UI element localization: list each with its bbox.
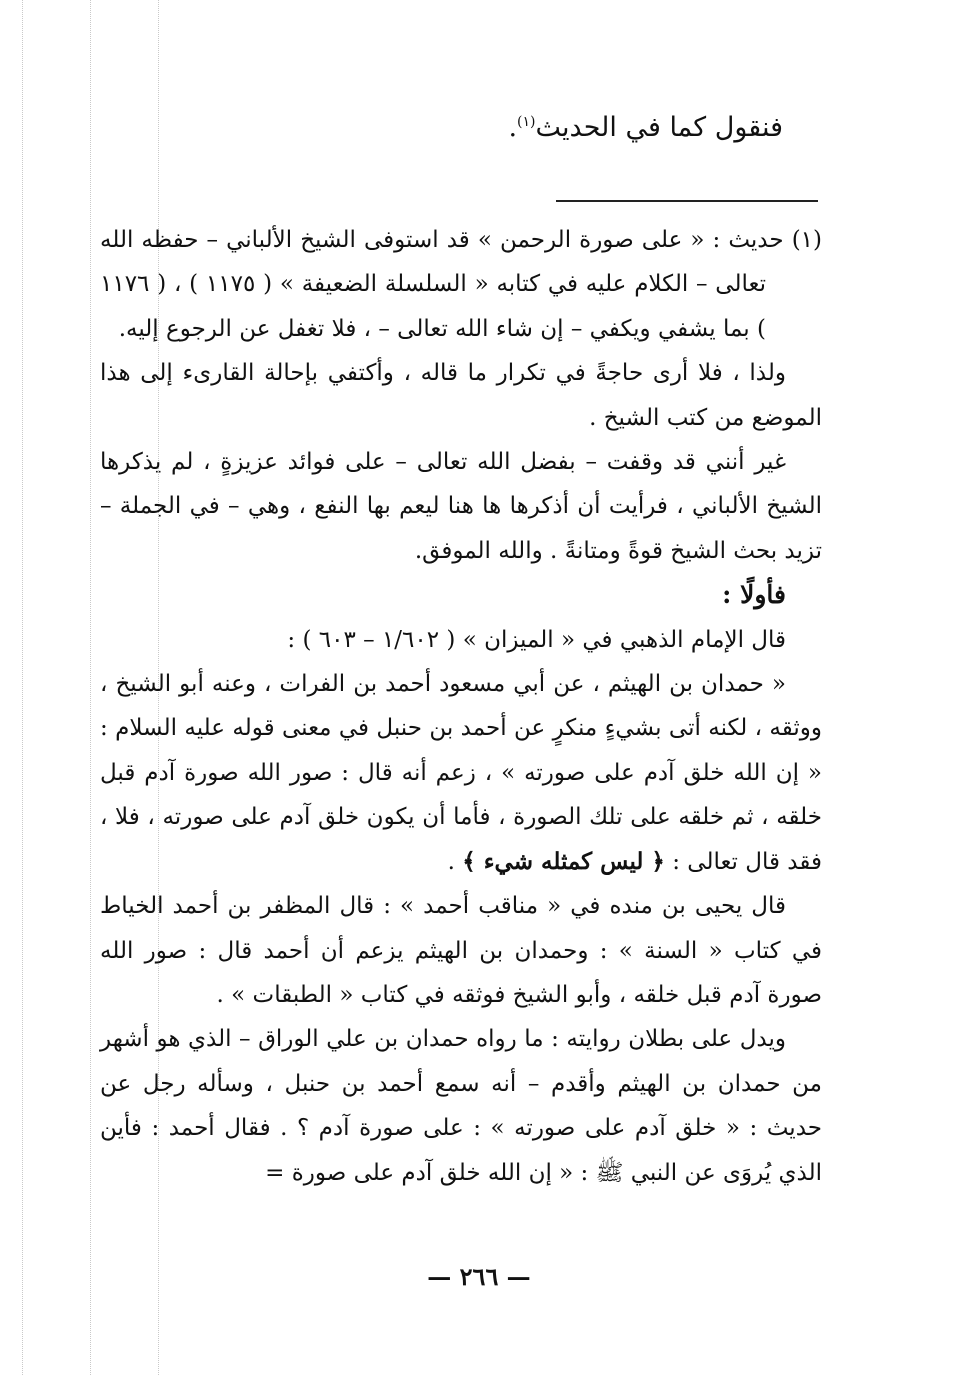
page-number: — ٢٦٦ —	[427, 1262, 531, 1291]
quran-verse: ﴿ ليس كمثله شيء ﴾	[462, 847, 665, 875]
main-text: فنقول كما في الحديث	[535, 112, 783, 143]
footnote-divider	[556, 200, 818, 202]
paragraph-ibn-mandah: قال يحيى بن منده في « مناقب أحمد » : قال المظفر بن أحمد الخياط في كتاب « السنة » : وحمدان بن الهيثم يزعم أن أحمد قال : صور الله صورة آدم قبل خلقه ، وأبو الشيخ فوثقه في كتاب « الطبقات » .	[100, 893, 822, 1008]
scan-guide-line	[90, 0, 91, 1375]
footnote-number: (١)	[791, 227, 823, 253]
quote-end: .	[447, 848, 455, 875]
main-text-line	[508, 112, 783, 143]
section-heading: فأولًا :	[722, 580, 786, 610]
scan-guide-line	[22, 0, 23, 1375]
quote-text: « حمدان بن الهيثم ، عن أبي مسعود أحمد بن الفرات ، وعنه أبو الشيخ ، ووثقه ، لكنه أتى بشيءٍ منكرٍ عن أحمد بن حنبل في معنى قوله عليه السلام : « إن الله خلق آدم على صورته » ، زعم أنه قال : صور الله صورة آدم قبل خلقه ، ثم خلقه على تلك الصورة ، فأما أن يكون خلق آدم على صورته ، فلا ، فقد قال تعالى :	[100, 671, 822, 875]
footnote-body	[100, 218, 822, 1195]
main-text-end: .	[508, 112, 518, 143]
paragraph-benefits: غير أنني قد وقفت – بفضل الله تعالى – على فوائد عزيزةٍ ، لم يذكرها الشيخ الألباني ، فرأيت أن أذكرها ها هنا ليعم بها النفع ، وهي – في الجملة – تزيد بحث الشيخ قوةً ومتانةً . والله الموفق.	[100, 449, 822, 564]
footnote-text: حديث : « على صورة الرحمن » قد استوفى الشيخ الألباني – حفظه الله تعالى – الكلام عليه في كتابه « السلسلة الضعيفة » ( ١١٧٥ ) ، ( ١١٧٦ ) بما يشفي ويكفي – إن شاء الله تعالى – ، فلا تغفل عن الرجوع إليه.	[100, 227, 784, 342]
paragraph-quote-hamdan	[100, 662, 822, 884]
paragraph-dhahabi: قال الإمام الذهبي في « الميزان » ( ١/٦٠٢ – ٦٠٣ ) :	[287, 626, 786, 653]
footnote-paragraph	[100, 218, 822, 351]
footnote-marker: (١)	[517, 114, 536, 130]
paragraph-refutation: ويدل على بطلان روايته : ما رواه حمدان بن علي الوراق – الذي هو أشهر من حمدان بن الهيثم وأقدم – أنه سمع أحمد بن حنبل ، وسأله رجل عن حديث : « خلق آدم على صورته » : على صورة آدم ؟ . فقال أحمد : فأين الذي يُروَى عن النبي ﷺ : « إن الله خلق آدم على صورة =	[100, 1026, 822, 1186]
paragraph-referral: ولذا ، فلا أرى حاجةً في تكرار ما قاله ، وأكتفي بإحالة القارىء إلى هذا الموضع من كتب الشيخ .	[100, 360, 822, 431]
